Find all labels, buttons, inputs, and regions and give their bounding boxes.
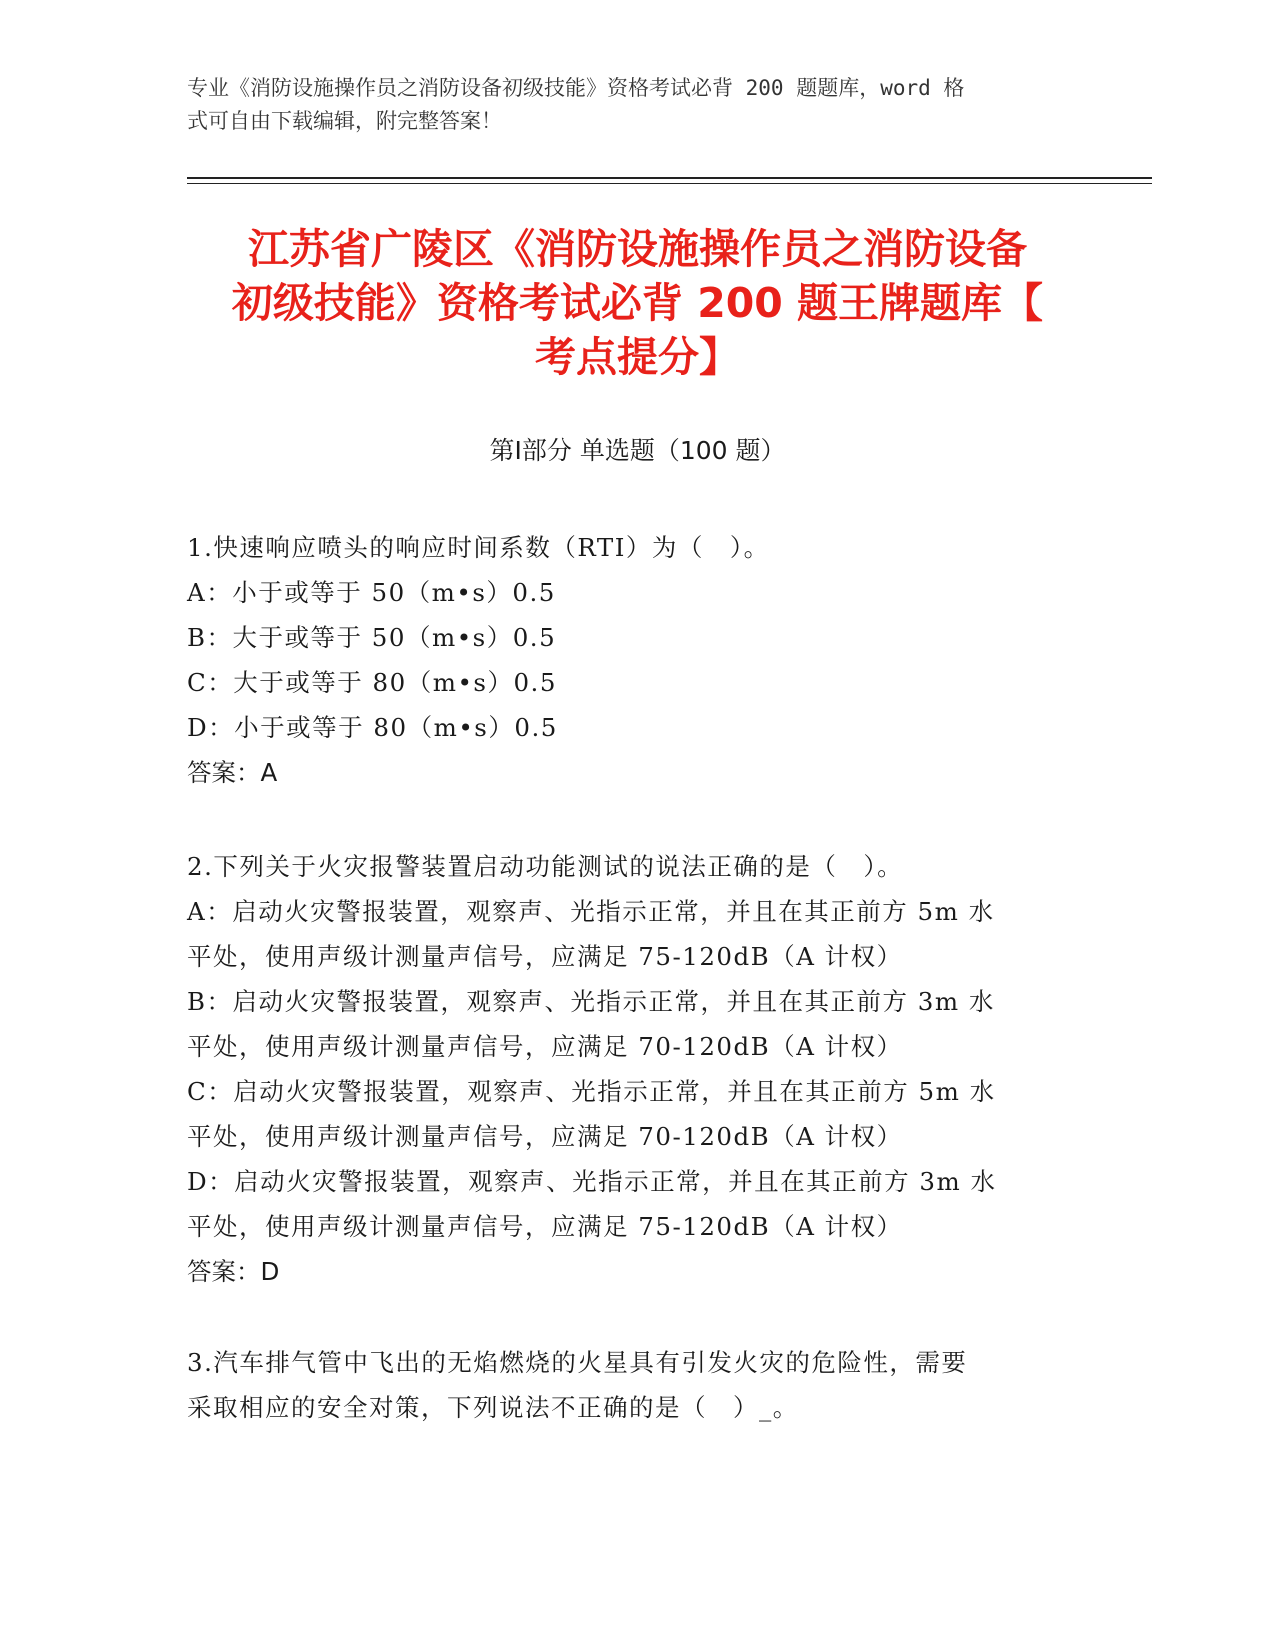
option-d: D：小于或等于 80（m•s）0.5 [187,713,558,742]
option-d-continued: 平处，使用声级计测量声信号，应满足 75-120dB（A 计权） [187,1212,903,1241]
option-b: B：启动火灾警报装置，观察声、光指示正常，并且在其正前方 3m 水 [187,987,995,1016]
question-3 [187,1340,1067,1430]
question-stem: 1.快速响应喷头的响应时间系数（RTI）为（ ）。 [187,533,770,562]
title-line: 江苏省广陵区《消防设施操作员之消防设备 [248,225,1027,273]
answer: 答案：D [187,1257,280,1286]
question-stem-continued: 采取相应的安全对策，下列说法不正确的是（ ）_。 [187,1393,799,1422]
option-c-continued: 平处，使用声级计测量声信号，应满足 70-120dB（A 计权） [187,1122,903,1151]
answer: 答案：A [187,758,278,787]
title-line: 考点提分】 [535,333,740,381]
header-note-line: 式可自由下载编辑，附完整答案！ [187,109,502,133]
title-line: 初级技能》资格考试必背 200 题王牌题库【 [231,279,1044,327]
question-stem: 2.下列关于火灾报警装置启动功能测试的说法正确的是（ ）。 [187,852,904,881]
section-title: 第Ⅰ部分 单选题（100 题） [489,436,786,465]
option-a: A：启动火灾警报装置，观察声、光指示正常，并且在其正前方 5m 水 [187,897,995,926]
header-note-line: 专业《消防设施操作员之消防设备初级技能》资格考试必背 200 题题库，word 格 [187,76,965,100]
header-note [187,72,1067,138]
option-c: C：大于或等于 80（m•s）0.5 [187,668,557,697]
option-b-continued: 平处，使用声级计测量声信号，应满足 70-120dB（A 计权） [187,1032,903,1061]
header-divider-thick [187,177,1152,179]
question-stem: 3.汽车排气管中飞出的无焰燃烧的火星具有引发火灾的危险性，需要 [187,1348,968,1377]
question-1 [187,525,1067,795]
document-title [150,222,1125,384]
option-a-continued: 平处，使用声级计测量声信号，应满足 75-120dB（A 计权） [187,942,903,971]
option-b: B：大于或等于 50（m•s）0.5 [187,623,557,652]
option-d: D：启动火灾警报装置，观察声、光指示正常，并且在其正前方 3m 水 [187,1167,997,1196]
option-c: C：启动火灾警报装置，观察声、光指示正常，并且在其正前方 5m 水 [187,1077,996,1106]
question-2 [187,844,1067,1294]
header-divider-thin [187,183,1152,184]
option-a: A：小于或等于 50（m•s）0.5 [187,578,556,607]
